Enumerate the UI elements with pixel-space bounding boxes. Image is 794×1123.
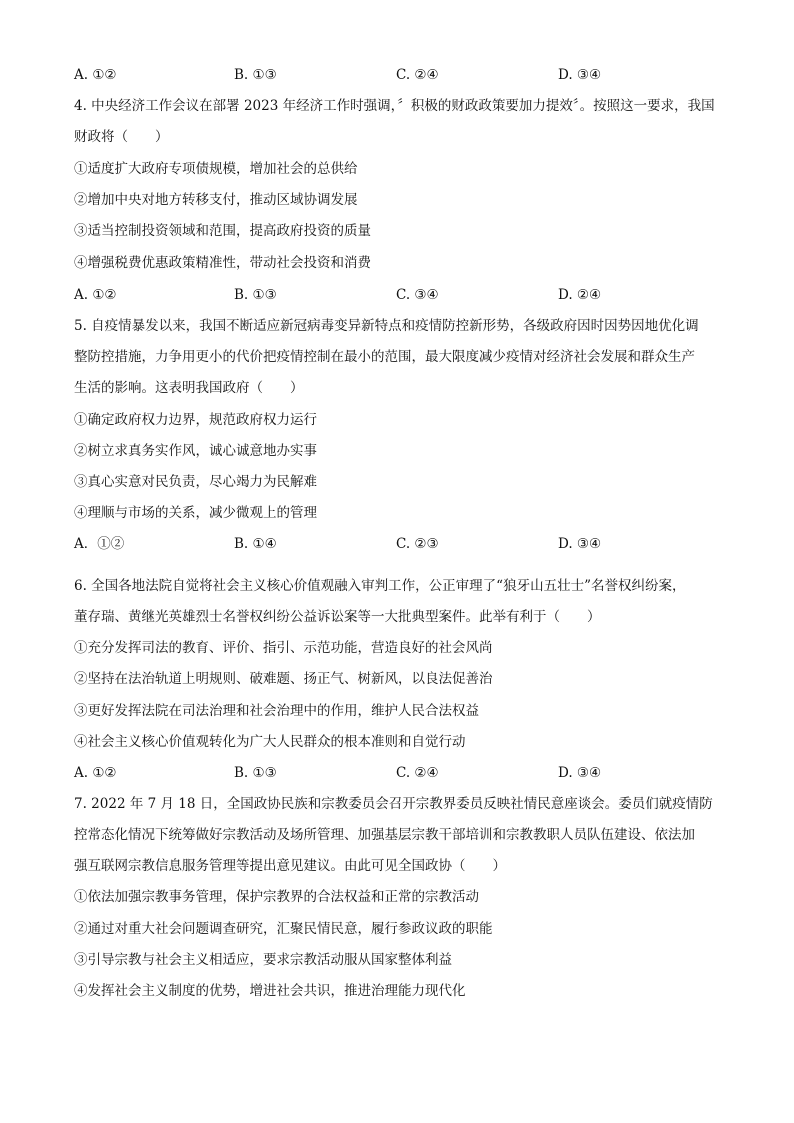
q7-stem-line-3: 强互联网宗教信息服务管理等提出意见建议。由此可见全国政协（ ） xyxy=(74,858,506,874)
q5-stem-line-3: 生活的影响。这表明我国政府（ ） xyxy=(74,380,304,396)
q6-option-b[interactable]: B. ①③ xyxy=(234,765,277,781)
q5-stem-line-1: 5. 自疫情暴发以来，我国不断适应新冠病毒变异新特点和疫情防控新形势，各级政府因时因势因地优化调 xyxy=(74,318,699,334)
q6-option-d[interactable]: D. ③④ xyxy=(558,765,602,781)
q6-statement-4: ④社会主义核心价值观转化为广大人民群众的根本准则和自觉行动 xyxy=(74,734,466,750)
q5-option-a[interactable]: A．①② xyxy=(74,536,125,552)
q7-statement-4: ④发挥社会主义制度的优势，增进社会共识，推进治理能力现代化 xyxy=(74,983,466,999)
q4-stem-line-1: 4. 中央经济工作会议在部署 2023 年经济工作时强调，〞积极的财政政策要加力提效〞。按照这一要求，我国 xyxy=(74,98,715,114)
q3-option-c[interactable]: C. ②④ xyxy=(396,67,439,83)
q4-statement-4: ④增强税费优惠政策精准性，带动社会投资和消费 xyxy=(74,255,371,271)
q3-options xyxy=(74,66,724,85)
q6-options xyxy=(74,764,724,783)
q6-statement-1: ①充分发挥司法的教育、评价、指引、示范功能，营造良好的社会风尚 xyxy=(74,640,493,656)
q6-option-c[interactable]: C. ②④ xyxy=(396,765,439,781)
q7-stem-line-2: 控常态化情况下统筹做好宗教活动及场所管理、加强基层宗教干部培训和宗教教职人员队伍建设、依法加 xyxy=(74,827,695,843)
q5-stem-line-2: 整防控措施，力争用更小的代价把疫情控制在最小的范围，最大限度减少疫情对经济社会发展和群众生产 xyxy=(74,349,695,365)
q4-option-d[interactable]: D. ②④ xyxy=(558,287,602,303)
q4-stem-line-2: 财政将（ ） xyxy=(74,129,169,145)
q6-stem-line-2: 董存瑞、黄继光英雄烈士名誉权纠纷公益诉讼案等一大批典型案件。此举有利于（ ） xyxy=(74,609,601,625)
q5-statement-2: ②树立求真务实作风，诚心诚意地办实事 xyxy=(74,443,317,459)
q3-option-d[interactable]: D. ③④ xyxy=(558,67,602,83)
q4-option-b[interactable]: B. ①③ xyxy=(234,287,277,303)
q7-stem-line-1: 7. 2022 年 7 月 18 日，全国政协民族和宗教委员会召开宗教界委员反映社情民意座谈会。委员们就疫情防 xyxy=(74,796,713,812)
q4-options xyxy=(74,286,724,305)
q3-option-a[interactable]: A. ①② xyxy=(74,67,117,83)
q4-statement-3: ③适当控制投资领域和范围，提高政府投资的质量 xyxy=(74,223,371,239)
q6-statement-3: ③更好发挥法院在司法治理和社会治理中的作用，维护人民合法权益 xyxy=(74,703,479,719)
q5-option-d[interactable]: D. ③④ xyxy=(558,536,602,552)
q7-statement-3: ③引导宗教与社会主义相适应，要求宗教活动服从国家整体利益 xyxy=(74,952,452,968)
q3-option-b[interactable]: B. ①③ xyxy=(234,67,277,83)
q5-statement-3: ③真心实意对民负责，尽心竭力为民解难 xyxy=(74,474,317,490)
q5-options xyxy=(74,535,724,554)
q6-option-a[interactable]: A. ①② xyxy=(74,765,117,781)
q7-statement-2: ②通过对重大社会问题调查研究，汇聚民情民意，履行参政议政的职能 xyxy=(74,921,493,937)
q5-statement-1: ①确定政府权力边界，规范政府权力运行 xyxy=(74,412,317,428)
q6-statement-2: ②坚持在法治轨道上明规则、破难题、扬正气、树新风，以良法促善治 xyxy=(74,671,493,687)
q4-statement-1: ①适度扩大政府专项债规模，增加社会的总供给 xyxy=(74,161,358,177)
q6-stem-line-1: 6. 全国各地法院自觉将社会主义核心价值观融入审判工作，公正审理了“狼牙山五壮士”名誉权纠纷案， xyxy=(74,578,686,594)
q5-option-b[interactable]: B. ①④ xyxy=(234,536,277,552)
q4-option-c[interactable]: C. ③④ xyxy=(396,287,439,303)
q4-option-a[interactable]: A. ①② xyxy=(74,287,117,303)
q4-statement-2: ②增加中央对地方转移支付，推动区域协调发展 xyxy=(74,192,358,208)
q7-statement-1: ①依法加强宗教事务管理，保护宗教界的合法权益和正常的宗教活动 xyxy=(74,889,479,905)
q5-statement-4: ④理顺与市场的关系，减少微观上的管理 xyxy=(74,505,317,521)
q5-option-c[interactable]: C. ②③ xyxy=(396,536,439,552)
